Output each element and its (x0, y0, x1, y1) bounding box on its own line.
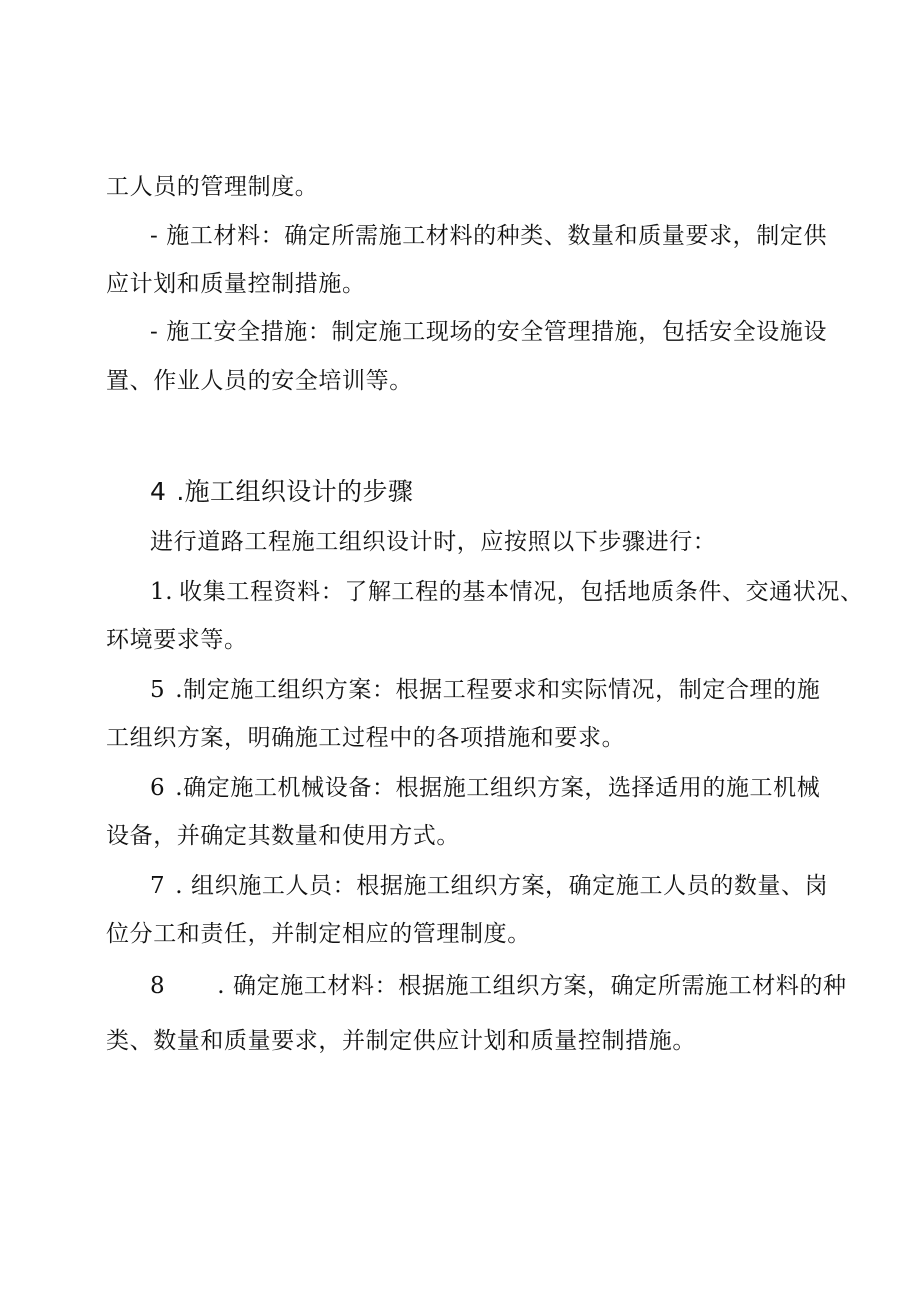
step-line (150, 871, 920, 901)
step-number: 1. (150, 579, 174, 605)
paragraph-line: 置、作业人员的安全培训等。 (106, 368, 413, 394)
step-text: .确定施工机械设备：根据施工组织方案，选择适用的施工机械 (175, 775, 821, 801)
paragraph-line: - 施工安全措施：制定施工现场的安全管理措施，包括安全设施设 (150, 319, 828, 345)
step-line: 工组织方案，明确施工过程中的各项措施和要求。 (106, 725, 626, 751)
section-number: 4 (150, 477, 167, 506)
step-number: 7 (150, 873, 166, 899)
paragraph-line: - 施工材料：确定所需施工材料的种类、数量和质量要求，制定供 (150, 223, 828, 249)
step-number: 6 (150, 775, 166, 801)
step-text: .制定施工组织方案：根据工程要求和实际情况，制定合理的施 (175, 677, 821, 703)
step-line (150, 577, 920, 607)
step-text: . 确定施工材料：根据施工组织方案，确定所需施工材料的种 (217, 973, 847, 999)
step-number: 8 (150, 973, 166, 999)
step-line: 环境要求等。 (106, 627, 248, 653)
step-line: 类、数量和质量要求，并制定供应计划和质量控制措施。 (106, 1028, 696, 1054)
section-title: .施工组织设计的步骤 (176, 477, 414, 506)
paragraph-line: 工人员的管理制度。 (106, 174, 319, 200)
step-number: 5 (150, 677, 166, 703)
step-text: 收集工程资料：了解工程的基本情况，包括地质条件、交通状况、 (179, 579, 864, 605)
step-text: . 组织施工人员：根据施工组织方案，确定施工人员的数量、岗 (175, 873, 829, 899)
section-intro: 进行道路工程施工组织设计时，应按照以下步骤进行： (150, 529, 717, 555)
paragraph-line: 应计划和质量控制措施。 (106, 271, 366, 297)
step-line (150, 675, 920, 705)
step-line (150, 773, 920, 803)
step-line (150, 971, 920, 1001)
step-line: 设备，并确定其数量和使用方式。 (106, 823, 460, 849)
step-line: 位分工和责任，并制定相应的管理制度。 (106, 921, 531, 947)
section-heading (150, 476, 413, 508)
